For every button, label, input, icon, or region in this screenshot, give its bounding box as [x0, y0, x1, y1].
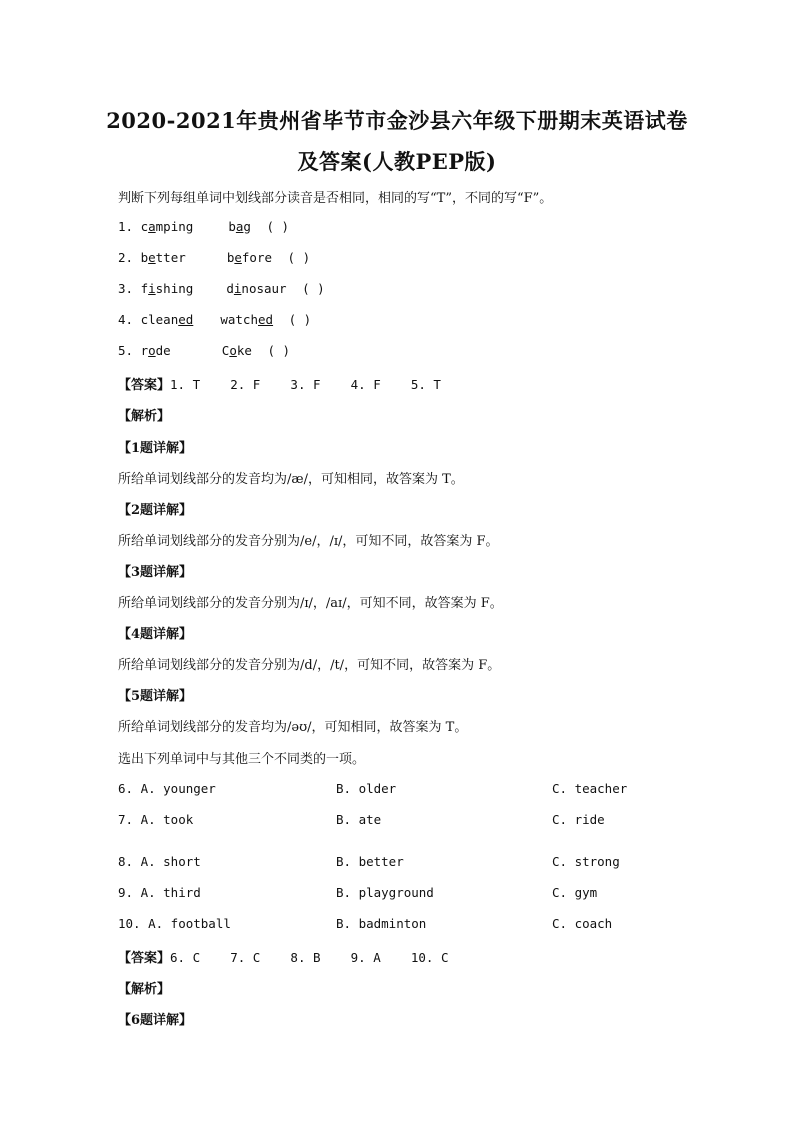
- s2-analysis-label: 【解析】: [118, 982, 171, 997]
- s1-item-3: 3. fishing dinosaur ( ): [118, 281, 325, 296]
- s1-item-5: 5. rode Coke ( ): [118, 343, 291, 358]
- s1-detail-1-label: 【1题详解】: [118, 441, 193, 456]
- section2-instruction: 选出下列单词中与其他三个不同类的一项。: [118, 752, 366, 767]
- s1-detail-3-label: 【3题详解】: [118, 565, 193, 580]
- s1-detail-4-label: 【4题详解】: [118, 627, 193, 642]
- s1-item-2: 2. better before ( ): [118, 250, 311, 265]
- s1-item-1: 1. camping bag ( ): [118, 219, 290, 234]
- s2-detail-6-label: 【6题详解】: [118, 1013, 193, 1028]
- s1-detail-3-text: 所给单词划线部分的发音分别为/ɪ/，/aɪ/，可知不同，故答案为 F。: [118, 596, 503, 611]
- s1-detail-2-text: 所给单词划线部分的发音分别为/e/，/ɪ/，可知不同，故答案为 F。: [118, 534, 499, 549]
- s1-detail-2-label: 【2题详解】: [118, 503, 193, 518]
- s1-detail-5-label: 【5题详解】: [118, 689, 193, 704]
- document-page: 2020-2021年贵州省毕节市金沙县六年级下册期末英语试卷 及答案(人教PEP版) 判断下列每组单词中划线部分读音是否相同，相同的写“T”，不同的写“F”。 1. camping bag ( ) 2. better before ( ) 3. fishing dinosaur ( ) 4. cleaned watched ( ) 5. rode Coke ( ) 【答案】1. T 2. F 3. F 4. F 5. T 【解析】 【1题详解】 所给单词划线部分的发音均为/æ/，可知相同，故答案为 T。 【2题详解】 所给单词划线部分的发音分别为/e/，/ɪ/，可知不同，故答案为 F。 【3题详解】 所给单词划线部分的发音分别为/ɪ/，/aɪ/，可知不同，故答案为 F。 【4题详解】 所给单词划线部分的发音分别为/d/，/t/，可知不同，故答案为 F。 【5题详解】 所给单词划线部分的发音均为/əʊ/，可知相同，故答案为 T。 选出下列单词中与其他三个不同类的一项。 6. A. younger B. older C. teacher 7. A. took B. ate C. ride 8. A. short B. better C. strong 9. A. third B. playground C. gym 10. A. football B. badminton C. coach 【答案】6. C 7. C 8. B 9. A 10. C 【解析】 【6题详解】: [0, 0, 794, 1123]
- s1-detail-1-text: 所给单词划线部分的发音均为/æ/，可知相同，故答案为 T。: [118, 472, 464, 487]
- s1-item-4: 4. cleaned watched ( ): [118, 312, 312, 327]
- s1-detail-5-text: 所给单词划线部分的发音均为/əʊ/，可知相同，故答案为 T。: [118, 720, 468, 735]
- s1-detail-4-text: 所给单词划线部分的发音分别为/d/，/t/，可知不同，故答案为 F。: [118, 658, 501, 673]
- title-line-2: 及答案(人教PEP版): [297, 149, 497, 174]
- s2-answer: 【答案】6. C 7. C 8. B 9. A 10. C: [118, 950, 449, 966]
- title-line-1: 2020-2021年贵州省毕节市金沙县六年级下册期末英语试卷: [106, 108, 688, 133]
- s1-analysis-label: 【解析】: [118, 409, 171, 424]
- s1-answer: 【答案】1. T 2. F 3. F 4. F 5. T: [118, 377, 441, 393]
- section1-instruction: 判断下列每组单词中划线部分读音是否相同，相同的写“T”，不同的写“F”。: [118, 191, 553, 206]
